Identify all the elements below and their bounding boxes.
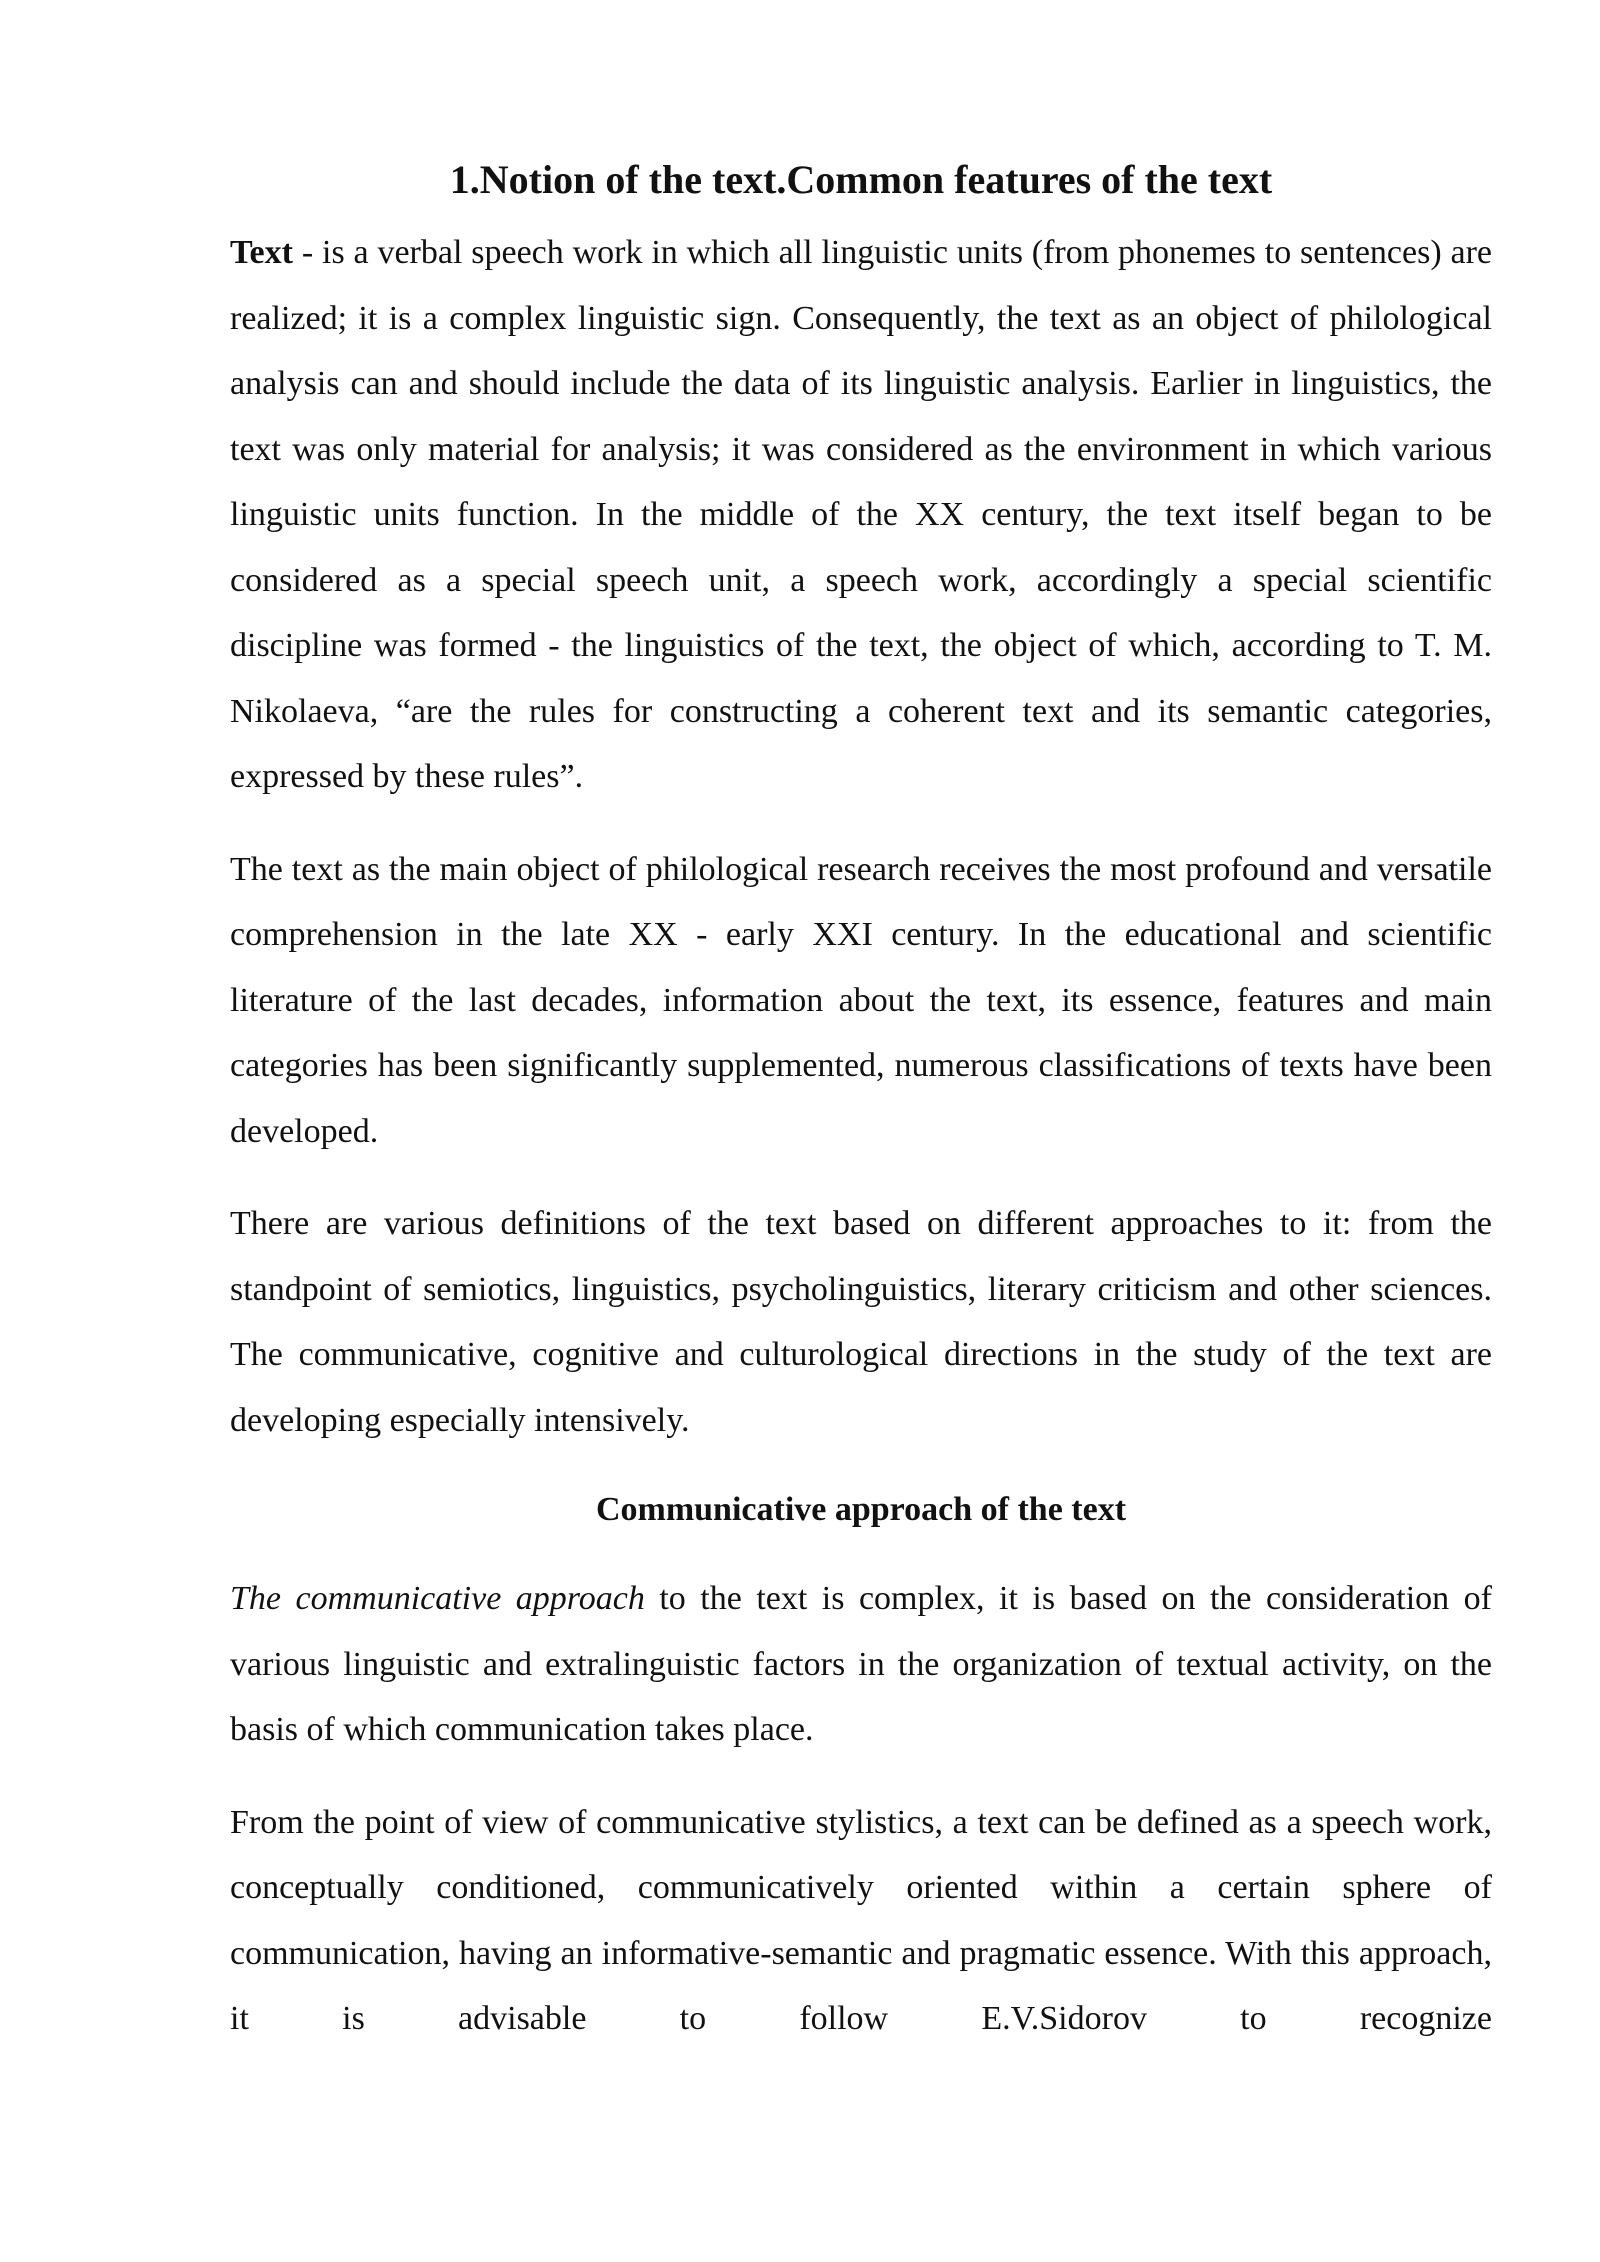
paragraph-definitions: There are various definitions of the text based on different approaches to it: from the standpoint of semiotics, linguistics, psycholinguistics, literary criticism and other sciences. The communicative, cognitive and culturological directions in the study of the text are developing especially intensively.	[230, 1205, 1492, 1439]
term-communicative-approach: The communicative approach	[230, 1580, 645, 1617]
paragraph-body: - is a verbal speech work in which all linguistic units (from phonemes to sentences) are realized; it is a complex linguistic sign. Consequently, the text as an object of philological analysis can and should include the data of its linguistic analysis. Earlier in linguistics, the text was only material for analysis; it was considered as the environment in which various linguistic units function. In the middle of the XX century, the text itself began to be considered as a special speech unit, a speech work, accordingly a special scientific discipline was formed - the linguistics of the text, the object of which, according to T. M. Nikolaeva, “are the rules for constructing a coherent text and its semantic categories, expressed by these rules”.	[230, 234, 1492, 795]
paragraph-philological-research: The text as the main object of philological research receives the most profound and versatile comprehension in the late XX - early XXI century. In the educational and scientific literature of the last decades, information about the text, its essence, features and main categories has been significantly supplemented, numerous classifications of texts have been developed.	[230, 850, 1492, 1150]
section-heading: Communicative approach of the text	[595, 1491, 1127, 1528]
paragraph-text-definition	[230, 220, 1492, 810]
paragraph-communicative-stylistics: From the point of view of communicative stylistics, a text can be defined as a speech work, conceptually conditioned, communicatively oriented within a certain sphere of communication, having an informative-semantic and pragmatic essence. With this approach, it is advisable to follow E.V.Sidorov to recognize	[230, 1803, 1492, 2037]
paragraph-body: to the text is complex, it is based on the consideration of various linguistic and extralinguistic factors in the organization of textual activity, on the basis of which communication takes place.	[230, 1580, 1492, 1748]
document-title: 1.Notion of the text.Common features of the text	[449, 157, 1273, 202]
document-page	[230, 150, 1492, 2079]
term-text: Text	[230, 234, 293, 271]
paragraph-communicative-approach	[230, 1566, 1492, 1763]
